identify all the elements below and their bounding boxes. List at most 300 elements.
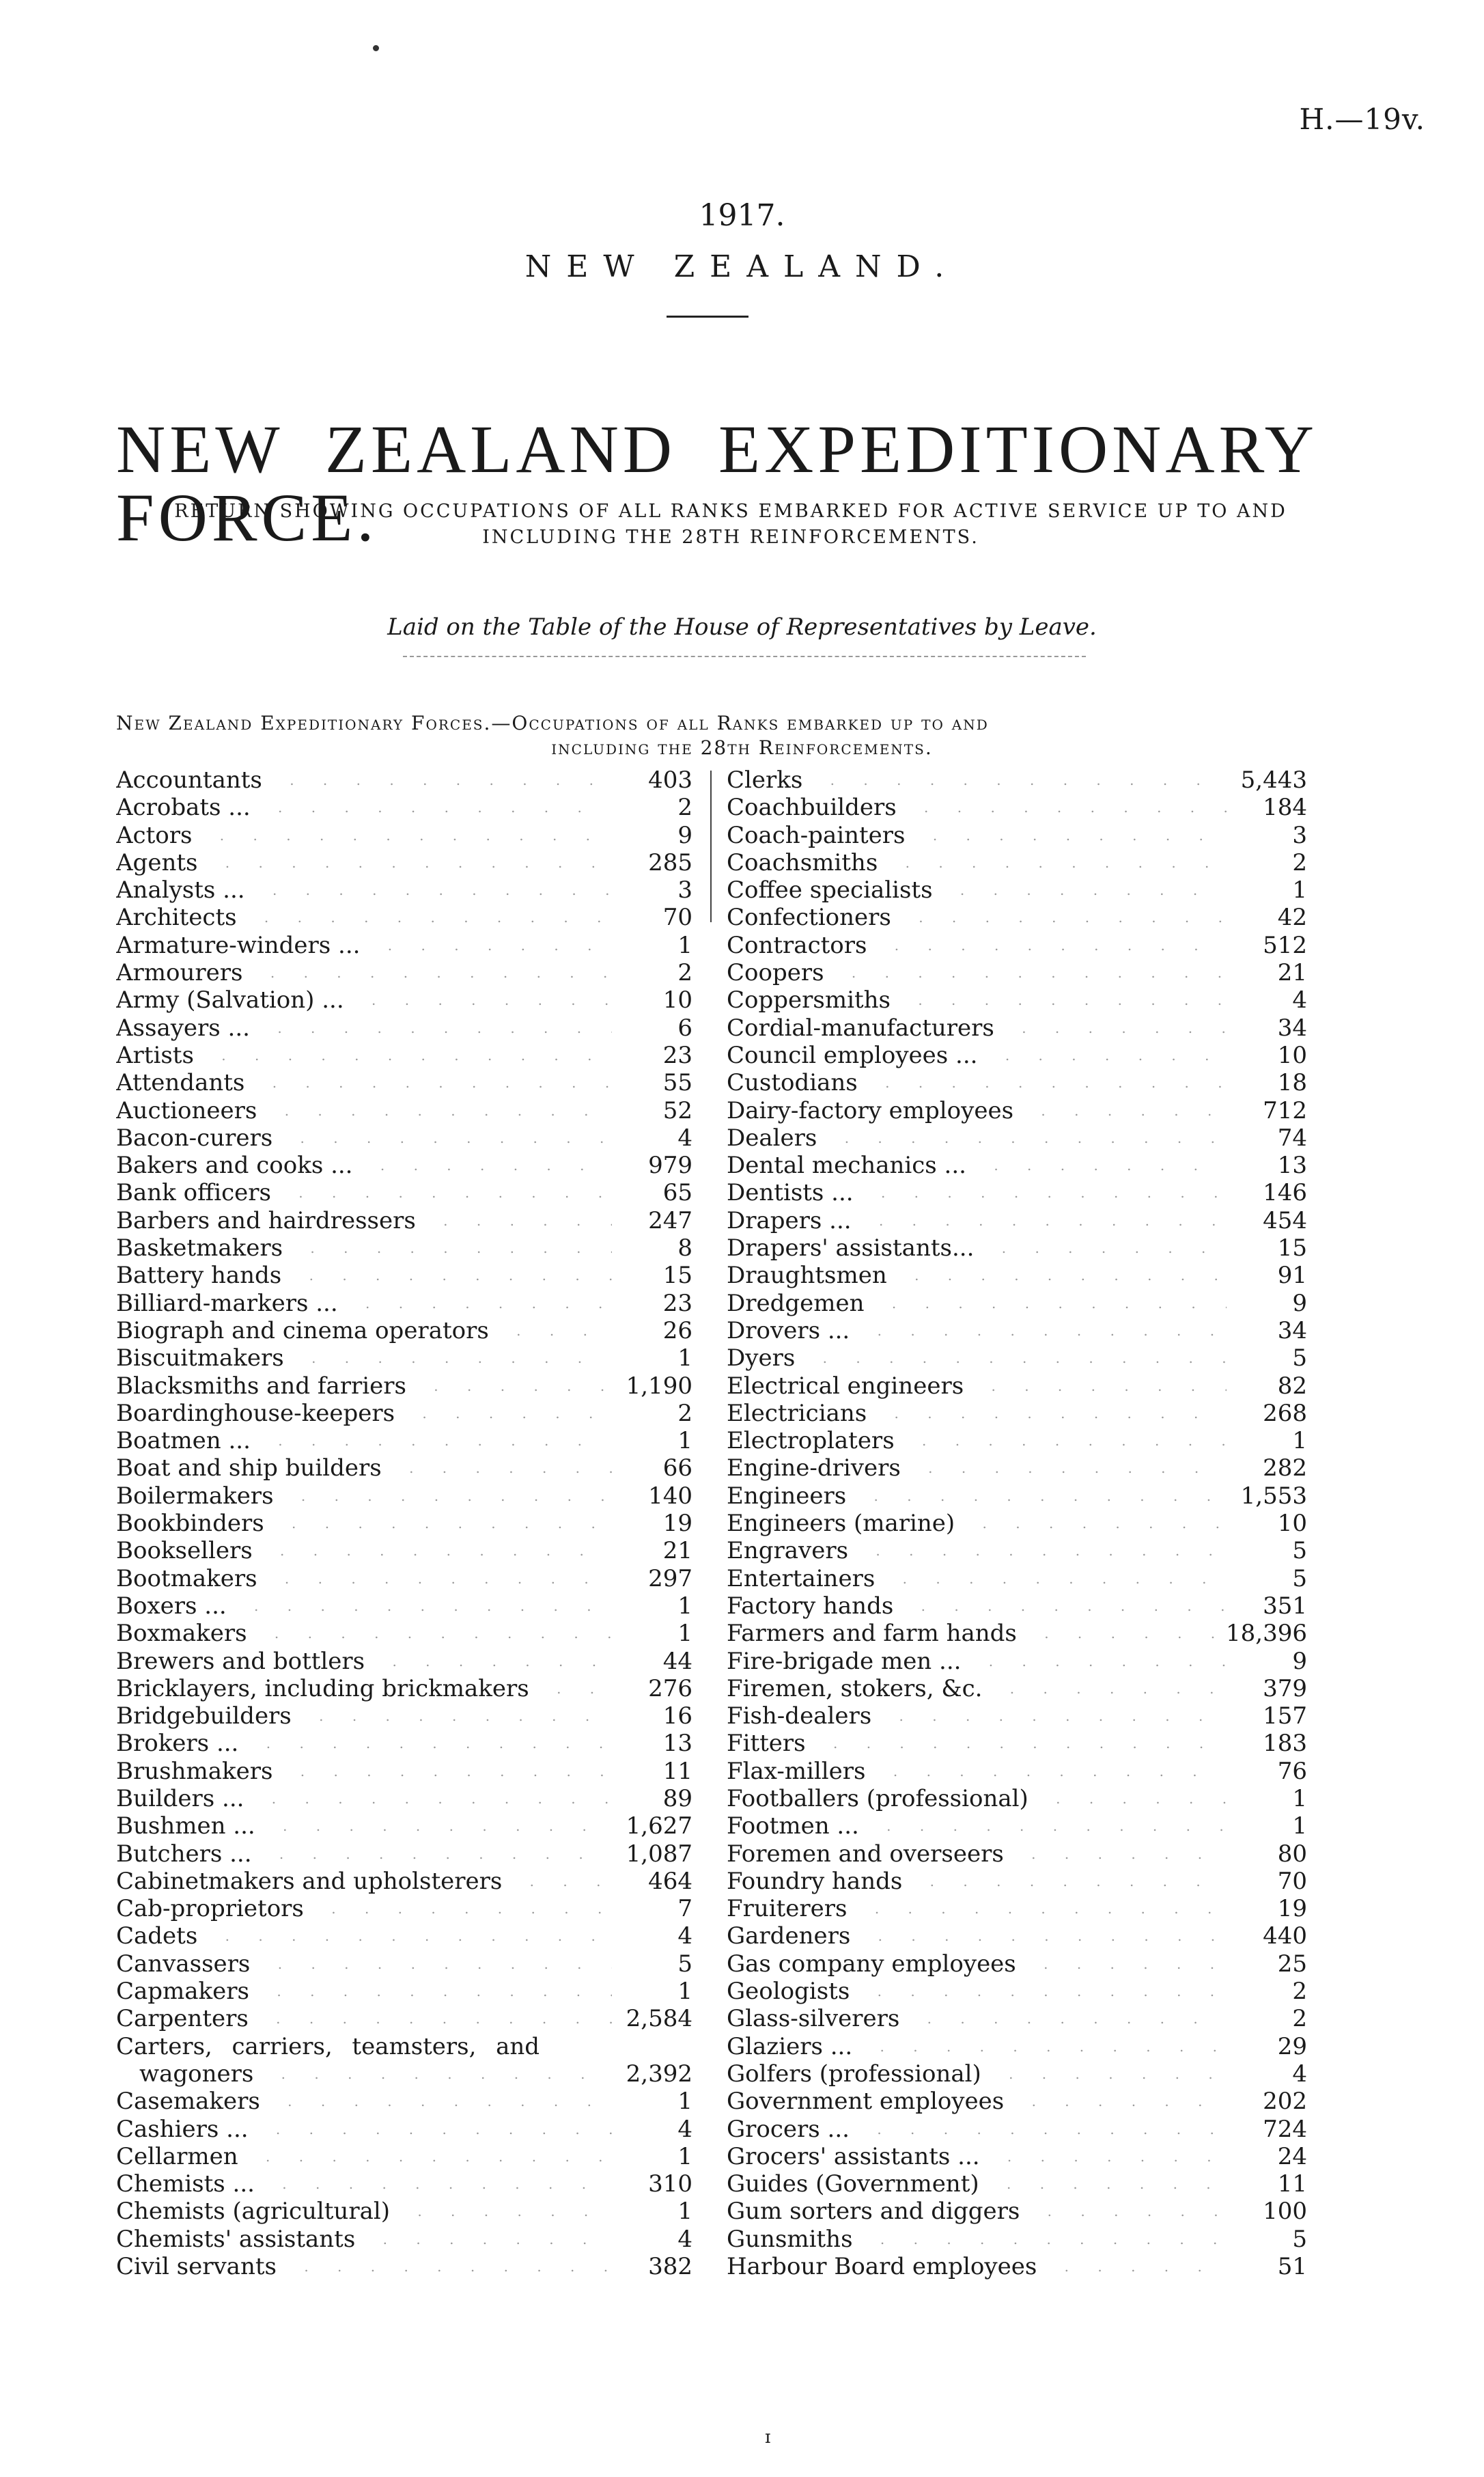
occupation-name xyxy=(727,2116,1227,2146)
occupation-row xyxy=(116,1702,692,1730)
occupation-label: Cab-proprietors xyxy=(116,1895,304,1923)
occupation-name xyxy=(116,2116,612,2146)
occupation-name xyxy=(727,2143,1227,2173)
occupation-row xyxy=(116,932,692,959)
occupation-count: 2 xyxy=(612,1400,692,1427)
occupation-count: 70 xyxy=(1227,1868,1307,1895)
occupation-label: Factory hands xyxy=(727,1592,894,1620)
occupation-row xyxy=(116,986,692,1014)
document-year: 1917. xyxy=(699,198,785,233)
occupation-name xyxy=(116,1592,612,1622)
occupation-label: Glaziers ... xyxy=(727,2032,853,2060)
occupation-label: Dentists ... xyxy=(727,1179,854,1207)
occupation-row xyxy=(116,1868,692,1895)
occupation-row xyxy=(116,1262,692,1289)
occupation-row xyxy=(727,1702,1307,1730)
occupation-name xyxy=(727,1262,1227,1292)
occupation-row xyxy=(116,2170,692,2198)
occupation-label: Cadets xyxy=(116,1922,198,1950)
occupation-name xyxy=(727,822,1227,852)
occupation-row xyxy=(116,1097,692,1124)
occupation-name xyxy=(727,1179,1227,1209)
occupation-count: 91 xyxy=(1227,1262,1307,1289)
occupation-name xyxy=(116,2005,612,2035)
occupation-name xyxy=(116,1344,612,1374)
occupation-label: Cashiers ... xyxy=(116,2115,249,2143)
occupation-label: Gas company employees xyxy=(727,1950,1016,1978)
occupation-name xyxy=(727,2226,1227,2256)
occupation-label: Brushmakers xyxy=(116,1757,273,1785)
occupation-row xyxy=(116,1454,692,1482)
occupation-count: 89 xyxy=(612,1785,692,1812)
occupation-name xyxy=(727,1565,1227,1595)
occupation-name xyxy=(116,1179,612,1209)
occupation-row xyxy=(116,1042,692,1069)
occupation-name xyxy=(727,1950,1227,1980)
occupation-label: Bakers and cooks ... xyxy=(116,1152,353,1180)
occupation-name xyxy=(116,849,612,879)
occupation-name xyxy=(116,2033,612,2063)
occupation-row xyxy=(727,1537,1307,1564)
occupation-count: 23 xyxy=(612,1042,692,1069)
occupation-row xyxy=(727,1758,1307,1785)
occupation-name xyxy=(116,1702,612,1732)
occupation-label: Bacon-curers xyxy=(116,1124,273,1152)
occupation-row xyxy=(727,1317,1307,1344)
occupation-label: Dealers xyxy=(727,1124,817,1152)
occupation-count: 2,392 xyxy=(612,2060,692,2088)
occupation-label: Fish-dealers xyxy=(727,1702,872,1730)
occupation-row xyxy=(727,1620,1307,1647)
occupation-row xyxy=(727,932,1307,959)
occupation-count: 4 xyxy=(1227,2060,1307,2088)
occupation-name xyxy=(727,1675,1227,1705)
occupation-name xyxy=(116,1565,612,1595)
occupation-name xyxy=(116,2088,612,2118)
occupation-label: Bricklayers, including brickmakers xyxy=(116,1674,529,1702)
occupation-row xyxy=(116,1234,692,1262)
occupation-name xyxy=(727,1620,1220,1650)
occupation-label: Coffee specialists xyxy=(727,876,933,904)
occupation-count: 9 xyxy=(1227,1290,1307,1317)
occupation-label: Fruiterers xyxy=(727,1895,848,1923)
occupation-count: 16 xyxy=(612,1702,692,1730)
occupation-count: 403 xyxy=(612,766,692,794)
occupation-name xyxy=(116,2143,612,2173)
occupation-row xyxy=(727,1510,1307,1537)
occupation-count: 464 xyxy=(612,1868,692,1895)
occupation-count: 1 xyxy=(1227,1427,1307,1454)
occupation-count: 5 xyxy=(1227,1537,1307,1564)
occupation-row xyxy=(727,1124,1307,1152)
occupation-label: Basketmakers xyxy=(116,1234,283,1262)
occupation-row xyxy=(116,2060,692,2088)
occupation-label: Boatmen ... xyxy=(116,1427,251,1455)
occupation-name xyxy=(727,1234,1227,1264)
occupation-name xyxy=(727,2198,1227,2228)
occupation-row xyxy=(727,2005,1307,2032)
ink-speck xyxy=(373,45,379,51)
occupation-row xyxy=(727,822,1307,849)
occupation-row xyxy=(116,2033,692,2060)
occupation-label: Drovers ... xyxy=(727,1316,850,1344)
occupation-row xyxy=(727,1482,1307,1510)
occupation-row xyxy=(116,1840,692,1868)
occupation-row xyxy=(727,1785,1307,1812)
occupation-label: Accountants xyxy=(116,766,262,794)
occupation-name xyxy=(727,1702,1227,1732)
occupation-label: Engineers (marine) xyxy=(727,1510,955,1538)
occupation-label: Engineers xyxy=(727,1482,847,1510)
occupation-row xyxy=(116,1427,692,1454)
occupation-label: Brokers ... xyxy=(116,1730,239,1758)
occupation-row xyxy=(116,2198,692,2225)
occupation-name xyxy=(727,2088,1227,2118)
occupation-row xyxy=(727,1648,1307,1675)
occupation-count: 24 xyxy=(1227,2143,1307,2170)
occupation-name xyxy=(727,1152,1227,1182)
occupation-label: Bushmen ... xyxy=(116,1812,255,1840)
occupation-name xyxy=(727,1785,1227,1815)
occupation-row xyxy=(727,766,1307,794)
occupation-name xyxy=(116,1978,612,2008)
occupation-label: Casemakers xyxy=(116,2088,260,2116)
occupation-label: Electrical engineers xyxy=(727,1372,964,1400)
occupation-label: Coachsmiths xyxy=(727,848,878,876)
occupation-label: Dental mechanics ... xyxy=(727,1152,966,1180)
occupation-count: 4 xyxy=(1227,986,1307,1014)
occupation-row xyxy=(727,1950,1307,1978)
occupation-label: Chemists (agricultural) xyxy=(116,2198,390,2226)
occupation-label: Assayers ... xyxy=(116,1014,250,1042)
page-subtitle: RETURN SHOWING OCCUPATIONS OF ALL RANKS EMBARKED FOR ACTIVE SERVICE UP TO AND INCLUDING THE 28TH REINFORCEMENTS. xyxy=(174,501,1287,548)
occupation-row xyxy=(116,766,692,794)
occupation-count: 454 xyxy=(1227,1207,1307,1234)
occupation-label: Grocers ... xyxy=(727,2115,850,2143)
occupation-count: 52 xyxy=(612,1097,692,1124)
occupation-label: Bank officers xyxy=(116,1179,271,1207)
occupation-name xyxy=(727,2253,1227,2283)
occupation-count: 1 xyxy=(1227,1812,1307,1840)
occupation-row xyxy=(727,849,1307,876)
occupation-row xyxy=(116,876,692,904)
occupation-name xyxy=(116,1895,612,1925)
occupation-row xyxy=(727,2226,1307,2253)
occupation-row xyxy=(727,1234,1307,1262)
occupation-row xyxy=(727,1592,1307,1620)
country-heading: NEW ZEALAND. xyxy=(524,249,960,284)
occupation-row xyxy=(727,1097,1307,1124)
occupation-label: Contractors xyxy=(727,931,867,959)
occupation-count: 66 xyxy=(612,1454,692,1482)
occupation-label: Army (Salvation) ... xyxy=(116,986,344,1014)
occupation-name xyxy=(727,932,1227,962)
occupation-count: 1,553 xyxy=(1227,1482,1307,1510)
occupation-label: Armourers xyxy=(116,959,243,987)
occupation-label: Brewers and bottlers xyxy=(116,1647,365,1675)
occupation-row xyxy=(727,2033,1307,2060)
occupation-count: 6 xyxy=(612,1014,692,1042)
occupation-name xyxy=(116,794,612,824)
occupation-row xyxy=(116,1675,692,1702)
occupation-count: 34 xyxy=(1227,1014,1307,1042)
occupation-count: 5 xyxy=(612,1950,692,1978)
occupation-row xyxy=(116,1758,692,1785)
occupation-count: 15 xyxy=(612,1262,692,1289)
occupation-label: Gum sorters and diggers xyxy=(727,2198,1020,2226)
occupation-label: Engine-drivers xyxy=(727,1454,901,1482)
occupation-name xyxy=(727,1482,1227,1512)
occupation-row xyxy=(727,1675,1307,1702)
occupation-count: 440 xyxy=(1227,1922,1307,1950)
occupation-label: Fire-brigade men ... xyxy=(727,1647,962,1675)
occupation-label: Attendants xyxy=(116,1069,245,1097)
occupation-label: Artists xyxy=(116,1041,194,1069)
occupation-count: 1,190 xyxy=(612,1372,692,1400)
occupation-count: 1 xyxy=(612,1427,692,1454)
occupation-name xyxy=(116,1950,612,1980)
occupation-count: 9 xyxy=(612,822,692,849)
occupation-count: 282 xyxy=(1227,1454,1307,1482)
occupation-row xyxy=(116,1620,692,1647)
occupation-count: 18 xyxy=(1227,1069,1307,1096)
occupation-row xyxy=(727,2143,1307,2170)
occupation-count: 5,443 xyxy=(1227,766,1307,794)
occupation-count: 297 xyxy=(612,1565,692,1592)
occupation-label: Council employees ... xyxy=(727,1041,978,1069)
occupation-row xyxy=(116,849,692,876)
occupation-row xyxy=(116,2088,692,2115)
occupation-name xyxy=(727,904,1227,934)
occupation-count: 8 xyxy=(612,1234,692,1262)
occupation-name xyxy=(116,1785,612,1815)
occupation-row xyxy=(727,1400,1307,1427)
occupation-name xyxy=(727,1868,1227,1898)
occupation-label: Chemists ... xyxy=(116,2170,255,2198)
occupation-count: 74 xyxy=(1227,1124,1307,1152)
occupation-label: Capmakers xyxy=(116,1978,249,2006)
occupation-count: 26 xyxy=(612,1317,692,1344)
occupation-row xyxy=(116,1400,692,1427)
occupation-name xyxy=(727,1290,1227,1320)
occupation-name xyxy=(116,1234,612,1264)
occupation-name xyxy=(116,1868,612,1898)
occupation-label: Carpenters xyxy=(116,2005,249,2033)
occupation-row xyxy=(727,1427,1307,1454)
occupation-row xyxy=(727,1895,1307,1922)
occupation-name xyxy=(116,1097,612,1127)
occupation-row xyxy=(116,1124,692,1152)
occupation-count: 18,396 xyxy=(1220,1620,1307,1647)
occupation-count: 9 xyxy=(1227,1648,1307,1675)
occupation-row xyxy=(727,1730,1307,1757)
occupation-count: 51 xyxy=(1227,2253,1307,2280)
occupation-count: 1 xyxy=(612,1978,692,2005)
occupation-list-left xyxy=(116,766,692,2280)
occupation-row xyxy=(727,2060,1307,2088)
occupation-name xyxy=(727,1207,1227,1237)
occupation-label: Dredgemen xyxy=(727,1289,865,1317)
occupation-row xyxy=(116,1290,692,1317)
occupation-count: 19 xyxy=(612,1510,692,1537)
occupation-row xyxy=(116,904,692,931)
occupation-count: 2 xyxy=(612,959,692,986)
occupation-row xyxy=(116,1592,692,1620)
occupation-name xyxy=(116,822,612,852)
occupation-name xyxy=(116,1427,612,1457)
occupation-row xyxy=(727,1179,1307,1206)
occupation-row xyxy=(727,1868,1307,1895)
occupation-label: Chemists' assistants xyxy=(116,2225,356,2253)
occupation-label: Bridgebuilders xyxy=(116,1702,292,1730)
occupation-name xyxy=(727,849,1227,879)
occupation-row xyxy=(116,1730,692,1757)
occupation-row xyxy=(727,1290,1307,1317)
occupation-count: 146 xyxy=(1227,1179,1307,1206)
occupation-row xyxy=(727,2198,1307,2225)
occupation-name xyxy=(116,1069,612,1099)
occupation-row xyxy=(727,986,1307,1014)
occupation-count: 21 xyxy=(1227,959,1307,986)
occupation-label: Clerks xyxy=(727,766,803,794)
occupation-count: 1 xyxy=(612,2088,692,2115)
occupation-label: Carters, carriers, teamsters, and xyxy=(116,2032,540,2060)
occupation-count: 2 xyxy=(1227,1978,1307,2005)
occupation-row xyxy=(727,1978,1307,2005)
occupation-name xyxy=(727,1840,1227,1870)
occupation-count: 1 xyxy=(612,1344,692,1372)
dotted-divider xyxy=(403,656,1086,657)
occupation-label: Blacksmiths and farriers xyxy=(116,1372,406,1400)
occupation-name xyxy=(116,1840,612,1870)
page-reference: H.—19v. xyxy=(1299,102,1425,136)
occupation-count: 285 xyxy=(612,849,692,876)
occupation-row xyxy=(727,1812,1307,1840)
occupation-count: 712 xyxy=(1227,1097,1307,1124)
occupation-label: Dyers xyxy=(727,1344,796,1372)
occupation-label: Electricians xyxy=(727,1399,867,1427)
occupation-count: 29 xyxy=(1227,2033,1307,2060)
occupation-name xyxy=(727,959,1227,989)
occupation-row xyxy=(727,1454,1307,1482)
occupation-label: Builders ... xyxy=(116,1784,244,1812)
occupation-name xyxy=(727,1454,1227,1484)
occupation-label: wagoners xyxy=(139,2060,254,2088)
occupation-count: 140 xyxy=(612,1482,692,1510)
occupation-name xyxy=(727,1400,1227,1430)
occupation-name xyxy=(727,1537,1227,1567)
occupation-count: 268 xyxy=(1227,1400,1307,1427)
occupation-label: Coach-painters xyxy=(727,821,906,849)
occupation-label: Government employees xyxy=(727,2088,1005,2116)
occupation-name xyxy=(116,2170,612,2200)
occupation-name xyxy=(727,1592,1227,1622)
occupation-count: 247 xyxy=(612,1207,692,1234)
occupation-label: Flax-millers xyxy=(727,1757,866,1785)
occupation-name xyxy=(727,1069,1227,1099)
occupation-name xyxy=(727,2005,1227,2035)
occupation-name xyxy=(116,932,612,962)
occupation-row xyxy=(116,1344,692,1372)
occupation-label: Gunsmiths xyxy=(727,2225,853,2253)
occupation-name xyxy=(727,1097,1227,1127)
occupation-name xyxy=(116,1042,612,1072)
occupation-count: 10 xyxy=(612,986,692,1014)
occupation-label: Cordial-manufacturers xyxy=(727,1014,994,1042)
occupation-count: 379 xyxy=(1227,1675,1307,1702)
occupation-row xyxy=(116,1482,692,1510)
occupation-label: Dairy-factory employees xyxy=(727,1096,1014,1124)
occupation-name xyxy=(727,1344,1227,1374)
occupation-row xyxy=(727,794,1307,821)
occupation-name xyxy=(116,1537,612,1567)
occupation-name xyxy=(727,1510,1227,1540)
occupation-row xyxy=(727,1069,1307,1096)
table-heading-continued: including the 28th Reinforcements. xyxy=(551,736,933,759)
occupation-row xyxy=(727,959,1307,986)
occupation-label: Biscuitmakers xyxy=(116,1344,284,1372)
occupation-count: 1 xyxy=(612,2198,692,2225)
occupation-count: 65 xyxy=(612,1179,692,1206)
occupation-label: Armature-winders ... xyxy=(116,931,361,959)
occupation-label: Geologists xyxy=(727,1978,850,2006)
occupation-row xyxy=(116,2005,692,2032)
table-heading: New Zealand Expeditionary Forces.—Occupations of all Ranks embarked up to and xyxy=(116,712,989,734)
occupation-count: 724 xyxy=(1227,2116,1307,2143)
occupation-count: 11 xyxy=(612,1758,692,1785)
occupation-label: Booksellers xyxy=(116,1537,253,1565)
occupation-row xyxy=(116,1648,692,1675)
occupation-label: Boat and ship builders xyxy=(116,1454,382,1482)
occupation-name xyxy=(727,766,1227,797)
occupation-name xyxy=(727,1730,1227,1760)
occupation-label: Glass-silverers xyxy=(727,2005,900,2033)
occupation-label: Agents xyxy=(116,848,198,876)
occupation-row xyxy=(727,1014,1307,1042)
occupation-row xyxy=(116,1895,692,1922)
occupation-count: 2,584 xyxy=(612,2005,692,2032)
occupation-name xyxy=(727,1978,1227,2008)
occupation-label: Confectioners xyxy=(727,904,891,932)
occupation-name xyxy=(116,766,612,797)
occupation-label: Biograph and cinema operators xyxy=(116,1316,489,1344)
occupation-label: Firemen, stokers, &c. xyxy=(727,1674,983,1702)
occupation-count: 5 xyxy=(1227,1565,1307,1592)
occupation-name xyxy=(116,1758,612,1788)
occupation-name xyxy=(116,1454,612,1484)
occupation-label: Entertainers xyxy=(727,1564,876,1592)
occupation-row xyxy=(727,1152,1307,1179)
occupation-name xyxy=(116,1730,612,1760)
occupation-row xyxy=(727,2253,1307,2280)
occupation-count: 42 xyxy=(1227,904,1307,931)
occupation-label: Footballers (professional) xyxy=(727,1784,1028,1812)
occupation-row xyxy=(727,1262,1307,1289)
occupation-label: Butchers ... xyxy=(116,1840,252,1868)
occupation-count: 7 xyxy=(612,1895,692,1922)
occupation-row xyxy=(116,2226,692,2253)
occupation-name xyxy=(116,876,612,907)
occupation-label: Golfers (professional) xyxy=(727,2060,981,2088)
occupation-name xyxy=(727,1042,1227,1072)
occupation-name xyxy=(116,1922,612,1952)
occupation-row xyxy=(116,1978,692,2005)
occupation-count: 55 xyxy=(612,1069,692,1096)
occupation-name xyxy=(727,1922,1227,1952)
occupation-name xyxy=(727,1758,1227,1788)
occupation-row xyxy=(116,1922,692,1950)
occupation-label: Actors xyxy=(116,821,193,849)
